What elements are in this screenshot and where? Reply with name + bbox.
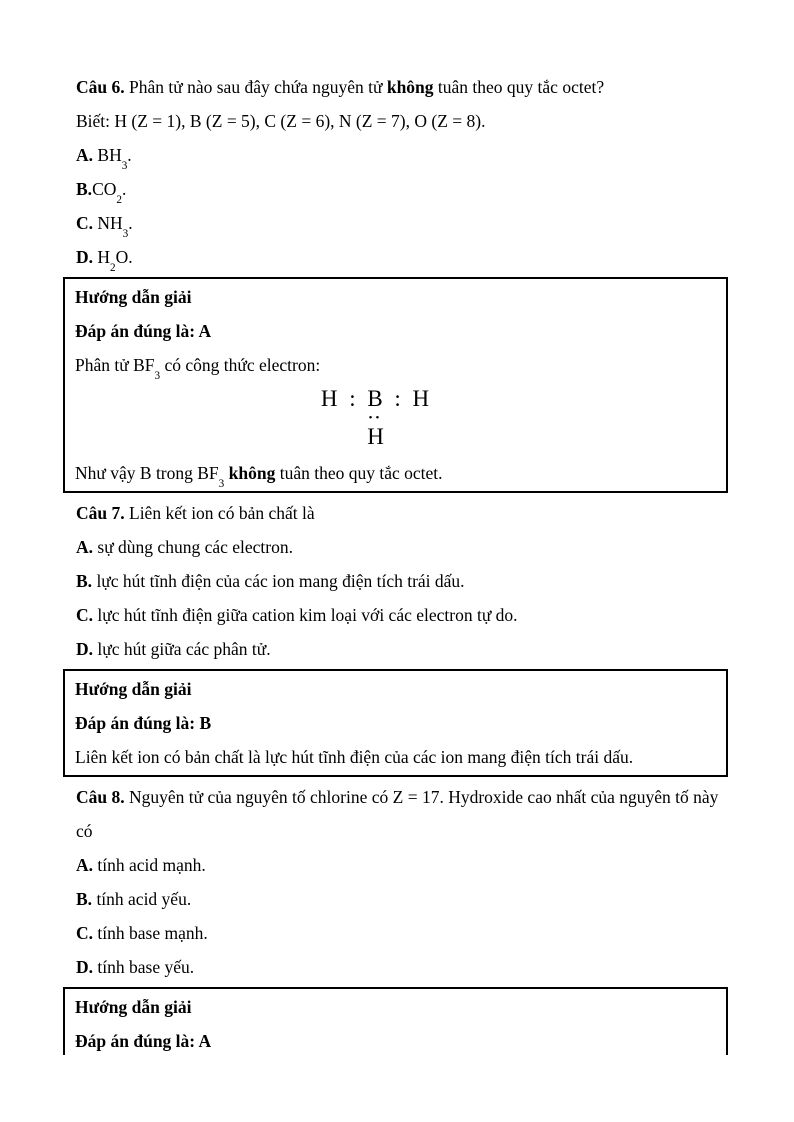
question-6-option-b (76, 172, 728, 206)
option-label: D. (76, 957, 94, 977)
option-label: A. (76, 145, 94, 165)
question-8-number: Câu 8. (76, 787, 125, 807)
option-label: D. (76, 639, 94, 659)
question-6-text-2: tuân theo quy tắc octet? (437, 77, 605, 97)
question-8-option-b: B. tính acid yếu. (76, 889, 192, 909)
electron-formula (75, 386, 676, 450)
question-8 (76, 780, 728, 984)
question-8-option-a: A. tính acid mạnh. (76, 855, 206, 875)
option-label: C. (76, 923, 94, 943)
correct-answer: Đáp án đúng là: A (75, 321, 212, 341)
electron-formula-bottom-atom: H (367, 424, 384, 449)
option-label: C. (76, 213, 94, 233)
solution-heading: Hướng dẫn giải (75, 997, 192, 1017)
question-6-title (76, 70, 728, 104)
question-6-bold-word: không (386, 77, 434, 97)
question-7-option-a: A. sự dùng chung các electron. (76, 537, 293, 557)
option-label: B. (76, 571, 93, 591)
solution-text: Liên kết ion có bản chất là lực hút tĩnh điện của các ion mang điện tích trái dấu. (75, 747, 634, 767)
solution-box-q8 (63, 987, 728, 1055)
question-6-given: Biết: H (Z = 1), B (Z = 5), C (Z = 6), N (Z = 7), O (Z = 8). (76, 111, 486, 131)
option-label: D. (76, 247, 94, 267)
question-7-option-b: B. lực hút tĩnh điện của các ion mang điện tích trái dấu. (76, 571, 465, 591)
option-label: B. (76, 179, 93, 199)
question-8-option-c: C. tính base mạnh. (76, 923, 208, 943)
option-label: B. (76, 889, 93, 909)
question-8-title: Câu 8. Nguyên tử của nguyên tố chlorine có Z = 17. Hydroxide cao nhất của nguyên tố này có (76, 787, 719, 841)
question-7-number: Câu 7. (76, 503, 125, 523)
solution-conclusion: Như vậy B trong $BF_3$ không tuân theo quy tắc octet. (75, 463, 443, 490)
question-6 (76, 70, 728, 274)
question-6-number: Câu 6. (76, 77, 125, 97)
solution-intro: Phân tử $BF_3$ có công thức electron: (75, 355, 321, 382)
question-7-option-c: C. lực hút tĩnh điện giữa cation kim loại với các electron tự do. (76, 605, 518, 625)
solution-heading: Hướng dẫn giải (75, 679, 192, 699)
electron-formula-top-row: H : B : H (320, 386, 431, 411)
question-7 (76, 496, 728, 666)
option-label: A. (76, 537, 94, 557)
question-8-option-d: D. tính base yếu. (76, 957, 195, 977)
solution-box-q7 (63, 669, 728, 777)
chem-formula: $H_2O$. (97, 247, 133, 274)
chem-formula: $BH_3$. (97, 145, 132, 172)
question-7-title: Câu 7. Liên kết ion có bản chất là (76, 503, 315, 523)
question-6-option-c (76, 206, 728, 240)
electron-formula-lone-pair-dots: •• (368, 412, 383, 424)
chem-formula: $NH_3$. (97, 213, 133, 240)
correct-answer: Đáp án đúng là: B (75, 713, 212, 733)
solution-box-q6 (63, 277, 728, 493)
chem-formula: $CO_2$. (92, 179, 127, 206)
question-7-option-d: D. lực hút giữa các phân tử. (76, 639, 271, 659)
question-6-option-d (76, 240, 728, 274)
correct-answer: Đáp án đúng là: A (75, 1031, 212, 1051)
question-6-option-a (76, 138, 728, 172)
option-label: A. (76, 855, 94, 875)
solution-heading: Hướng dẫn giải (75, 287, 192, 307)
question-6-text-1: Phân tử nào sau đây chứa nguyên tử (129, 77, 383, 97)
option-label: C. (76, 605, 94, 625)
